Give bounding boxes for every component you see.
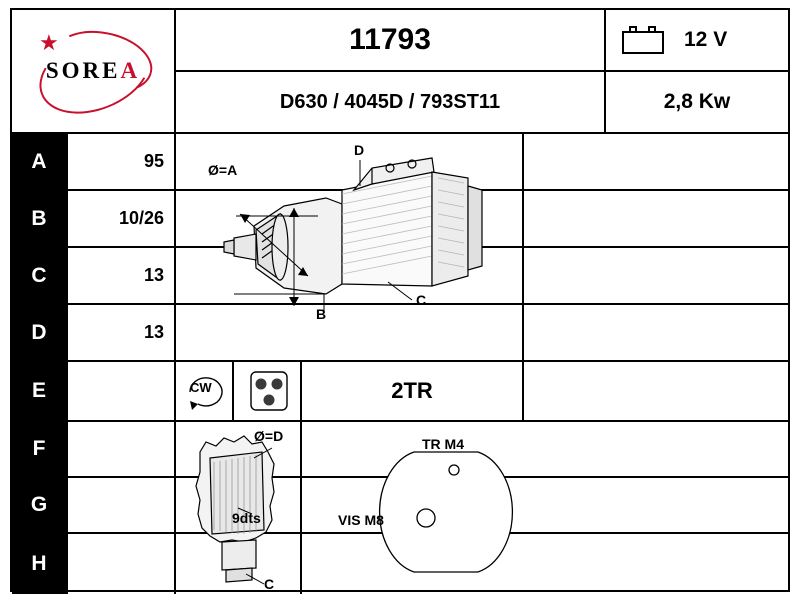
row-e-content xyxy=(176,362,788,420)
row-value-h xyxy=(66,534,176,594)
logo-text xyxy=(23,58,163,84)
star-icon: ★ xyxy=(39,30,59,55)
row-label-f: F xyxy=(12,422,66,476)
battery-body xyxy=(622,31,664,54)
logo-text-accent: A xyxy=(120,58,141,83)
row-label-g: G xyxy=(12,478,66,532)
label-vis-terminal: VIS M8 xyxy=(338,512,384,528)
label-teeth-count: 9dts xyxy=(232,510,261,526)
row-value-e xyxy=(66,362,176,420)
voltage-row xyxy=(606,10,788,72)
row-value-b: 10/26 xyxy=(66,191,176,246)
label-c: C xyxy=(416,292,427,308)
table-row xyxy=(12,362,788,422)
label-tr-terminal: TR M4 xyxy=(422,436,464,452)
blank-cell-row-e xyxy=(524,362,788,420)
row-label-a: A xyxy=(12,134,66,189)
sorea-logo xyxy=(23,28,163,114)
sheet-header xyxy=(12,10,788,134)
title-cell xyxy=(176,10,606,132)
sheet-body xyxy=(12,134,788,590)
label-d: D xyxy=(354,142,365,158)
row-value-c: 13 xyxy=(66,248,176,303)
logo-cell xyxy=(12,10,176,132)
label-b: B xyxy=(316,306,327,322)
rotation-label: CW xyxy=(190,380,212,395)
pinion-drawing xyxy=(176,422,302,594)
label-c-pinion: C xyxy=(264,576,275,592)
row-value-f xyxy=(66,422,176,476)
rotation-cell xyxy=(176,362,234,420)
row-value-d: 13 xyxy=(66,305,176,360)
label-diameter-d: Ø=D xyxy=(254,428,284,444)
spec-sheet xyxy=(10,8,790,592)
label-diameter-a: Ø=A xyxy=(208,162,238,178)
starter-motor-drawing xyxy=(176,134,524,362)
power-value: 2,8 Kw xyxy=(663,90,731,113)
row-label-h: H xyxy=(12,534,66,594)
reference-codes: D630 / 4045D / 793ST11 xyxy=(279,90,501,113)
voltage-value: 12 V xyxy=(684,28,728,51)
row-value-g xyxy=(66,478,176,532)
row-label-c: C xyxy=(12,248,66,303)
logo-text-main: SORE xyxy=(45,58,121,83)
mount-type-value: 2TR xyxy=(302,362,524,420)
terminal-drawing xyxy=(302,422,788,594)
row-value-a: 95 xyxy=(66,134,176,189)
row-label-e: E xyxy=(12,362,66,420)
bolt-pattern-cell xyxy=(234,362,302,420)
row-label-b: B xyxy=(12,191,66,246)
battery-icon xyxy=(622,26,664,54)
blank-cell-top-right xyxy=(524,134,788,362)
reference-number: 11793 xyxy=(176,10,604,72)
spec-cell xyxy=(606,10,788,132)
row-label-d: D xyxy=(12,305,66,360)
